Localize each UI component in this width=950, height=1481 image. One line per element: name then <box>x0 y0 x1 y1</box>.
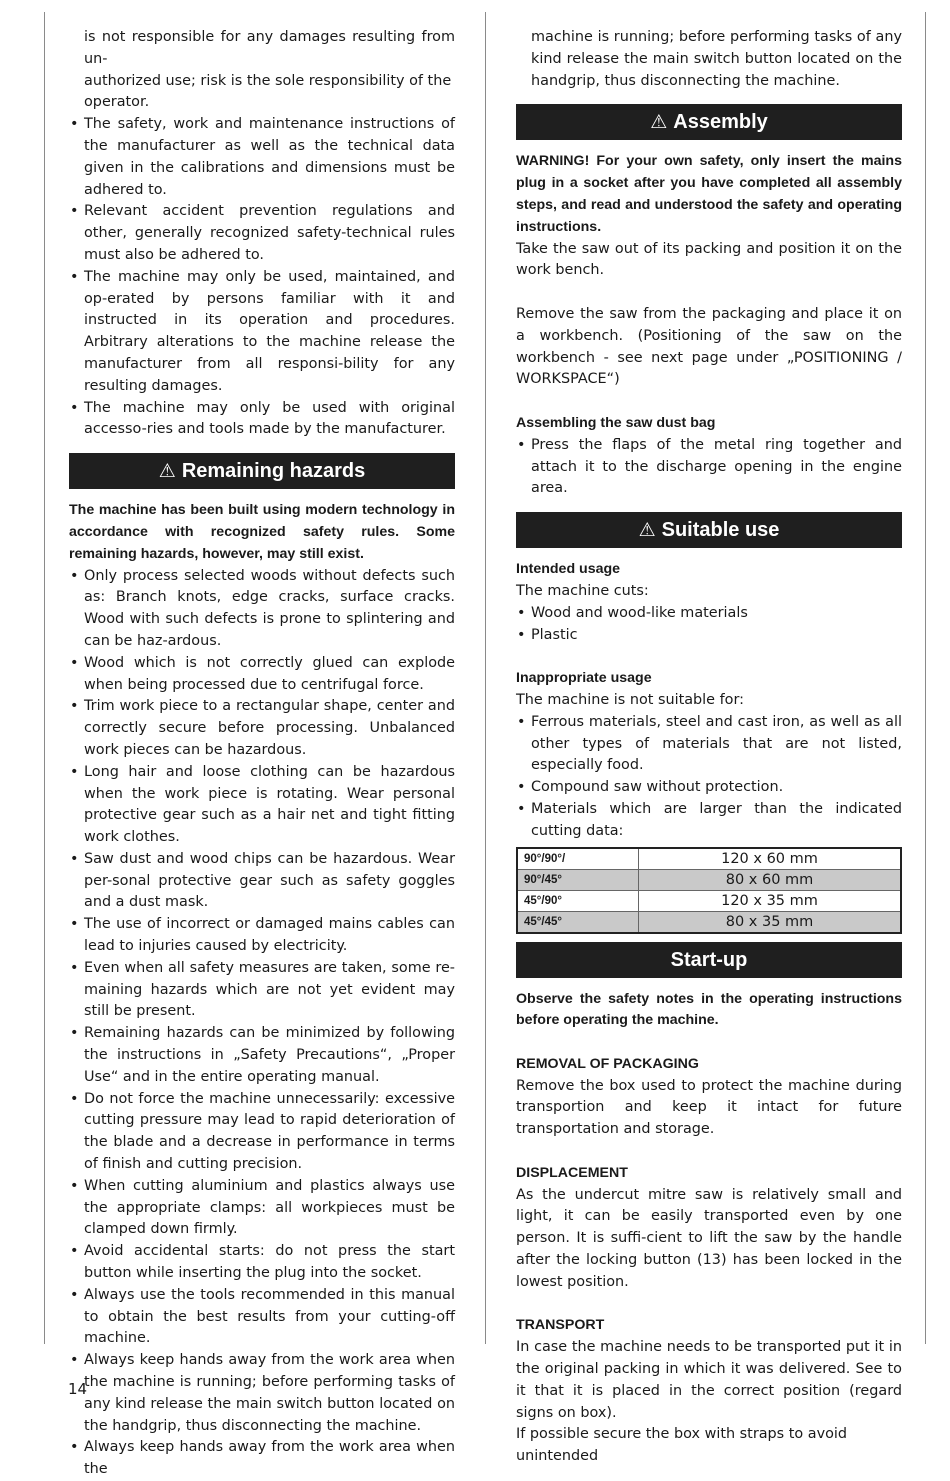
startup-intro: Observe the safety notes in the operating instructions before operating the machine. <box>516 990 902 1029</box>
list-item: • Long hair and loose clothing can be hazardous when the work piece is rotating. Wear personal protective gear such as a hair net and tight fitting work clothes. <box>69 762 455 849</box>
intended-usage-heading: Intended usage <box>516 561 621 578</box>
hazards-list <box>69 566 455 1481</box>
list-item: • Compound saw without protection. <box>516 777 902 799</box>
removal-heading: REMOVAL OF PACKAGING <box>516 1055 699 1072</box>
transport-text: If possible secure the box with straps to avoid unintended <box>516 1426 848 1465</box>
intended-usage-intro: The machine cuts: <box>516 582 649 599</box>
left-column <box>69 27 455 1481</box>
intro-line: operator. <box>84 94 150 111</box>
list-item: • The machine may only be used, maintained, and op-erated by persons familiar with it and instructed in its operation and procedures. Arbitrary alterations to the machine release the manufacturer from all responsi-bility for any resulting damages. <box>69 267 455 398</box>
displacement-heading: DISPLACEMENT <box>516 1164 628 1181</box>
suitable-use-banner <box>516 512 902 548</box>
list-item: • Only process selected woods without defects such as: Branch knots, edge cracks, surface cracks. Wood with such defects is prone to splintering and can be haz-ardous. <box>69 566 455 653</box>
size-cell: 120 x 35 mm <box>639 890 902 911</box>
inappropriate-usage-heading: Inappropriate usage <box>516 670 652 687</box>
section-title: Suitable use <box>661 519 780 542</box>
assembly-text: Remove the saw from the packaging and place it on a workbench. (Positioning of the saw on the workbench - see next page under „POSITIONING / WORKSPACE“) <box>516 305 902 388</box>
list-item: • Materials which are larger than the indicated cutting data: <box>516 799 902 843</box>
list-item: • Even when all safety measures are taken, some re-maining hazards which are not yet evident may still be present. <box>69 958 455 1023</box>
list-item: • Press the flaps of the metal ring together and attach it to the discharge opening in the engine area. <box>516 435 902 500</box>
right-column-rule <box>925 12 926 1344</box>
cutting-data-table <box>516 847 902 934</box>
transport-heading: TRANSPORT <box>516 1317 605 1334</box>
assembly-text: Take the saw out of its packing and position it on the work bench. <box>516 240 902 279</box>
list-item: • Always use the tools recommended in this manual to obtain the best results from your cutting-off machine. <box>69 1285 455 1350</box>
angle-cell: 90°/45° <box>517 869 639 890</box>
assembly-warning: WARNING! For your own safety, only insert the mains plug in a socket after you have completed all assembly steps, and read and understood the safety and operating instructions. <box>516 153 902 235</box>
list-item: • Wood which is not correctly glued can explode when being processed due to centrifugal force. <box>69 653 455 697</box>
section-title: Start-up <box>670 948 748 971</box>
list-item: • Relevant accident prevention regulations and other, generally recognized safety-technical rules must also be adhered to. <box>69 201 455 266</box>
hazards-intro: The machine has been built using modern technology in accordance with recognized safety rules. Some remaining hazards, however, may still exist. <box>69 502 455 562</box>
table-row <box>517 890 901 911</box>
continuation-text: machine is running; before performing tasks of any kind release the main switch button located on the handgrip, thus disconnecting the machine. <box>531 29 902 89</box>
center-column-rule <box>485 12 486 1344</box>
displacement-text: As the undercut mitre saw is relatively small and light, it can be easily transported even by one person. It is suffi-cient to lift the saw by the handle after the locking button (13) has been locked in the lowest position. <box>516 1186 902 1290</box>
list-item: • The safety, work and maintenance instructions of the manufacturer as well as the technical data given in the calibrations and dimensions must be adhered to. <box>69 114 455 201</box>
list-item: • Plastic <box>516 625 902 647</box>
intended-usage-list <box>516 603 902 647</box>
warning-triangle-icon: ⚠ <box>650 112 668 134</box>
start-up-banner <box>516 942 902 978</box>
size-cell: 80 x 35 mm <box>639 911 902 933</box>
warning-triangle-icon: ⚠ <box>638 520 656 542</box>
inappropriate-usage-list <box>516 712 902 843</box>
size-cell: 120 x 60 mm <box>639 848 902 870</box>
table-row <box>517 911 901 933</box>
removal-text: Remove the box used to protect the machine during transportion and keep it intact for future transportation and storage. <box>516 1077 902 1138</box>
angle-cell: 90°/90°/ <box>517 848 639 870</box>
assembly-banner <box>516 104 902 140</box>
intro-line: authorized use; risk is the sole responsibility of the <box>84 72 452 89</box>
warning-triangle-icon: ⚠ <box>158 461 176 483</box>
list-item: • The use of incorrect or damaged mains cables can lead to injuries caused by electricity. <box>69 914 455 958</box>
right-column <box>516 27 902 1468</box>
table-row <box>517 869 901 890</box>
inappropriate-usage-intro: The machine is not suitable for: <box>516 691 744 708</box>
list-item: • Wood and wood-like materials <box>516 603 902 625</box>
angle-cell: 45°/90° <box>517 890 639 911</box>
dust-bag-list <box>516 435 902 500</box>
list-item: • Avoid accidental starts: do not press the start button while inserting the plug into the socket. <box>69 1241 455 1285</box>
list-item: • The machine may only be used with original accesso-ries and tools made by the manufacturer. <box>69 398 455 442</box>
section-title: Assembly <box>673 111 768 134</box>
list-item: • Saw dust and wood chips can be hazardous. Wear per-sonal protective gear such as safety goggles and a dust mask. <box>69 849 455 914</box>
list-item: • Ferrous materials, steel and cast iron, as well as all other types of materials that are not listed, especially food. <box>516 712 902 777</box>
list-item: • Do not force the machine unnecessarily: excessive cutting pressure may lead to rapid deterioration of the blade and a decrease in performance in terms of finish and cutting precision. <box>69 1089 455 1176</box>
list-item: • Always keep hands away from the work area when the <box>69 1437 455 1481</box>
remaining-hazards-banner <box>69 453 455 489</box>
list-item: • Trim work piece to a rectangular shape, center and correctly secure before processing. Unbalanced work pieces can be hazardous. <box>69 696 455 761</box>
section-title: Remaining hazards <box>181 460 366 483</box>
dust-bag-heading: Assembling the saw dust bag <box>516 414 716 431</box>
transport-text: In case the machine needs to be transported put it in the original packing in which it was delivered. See to it that it is placed in the correct position (regard signs on box). <box>516 1339 902 1421</box>
size-cell: 80 x 60 mm <box>639 869 902 890</box>
page-number: 14 <box>68 1380 88 1398</box>
list-item: • Remaining hazards can be minimized by following the instructions in „Safety Precautions“, „Proper Use“ and in the entire operating manual. <box>69 1023 455 1088</box>
safety-bullet-list <box>69 114 455 441</box>
left-column-rule <box>44 12 45 1344</box>
table-row <box>517 848 901 870</box>
angle-cell: 45°/45° <box>517 911 639 933</box>
list-item: • When cutting aluminium and plastics always use the appropriate clamps: all workpieces must be clamped down firmly. <box>69 1176 455 1241</box>
list-item: • Always keep hands away from the work area when the machine is running; before performing tasks of any kind release the main switch button located on the handgrip, thus disconnecting the machine. <box>69 1350 455 1437</box>
intro-line: is not responsible for any damages resulting from un- <box>84 29 455 67</box>
